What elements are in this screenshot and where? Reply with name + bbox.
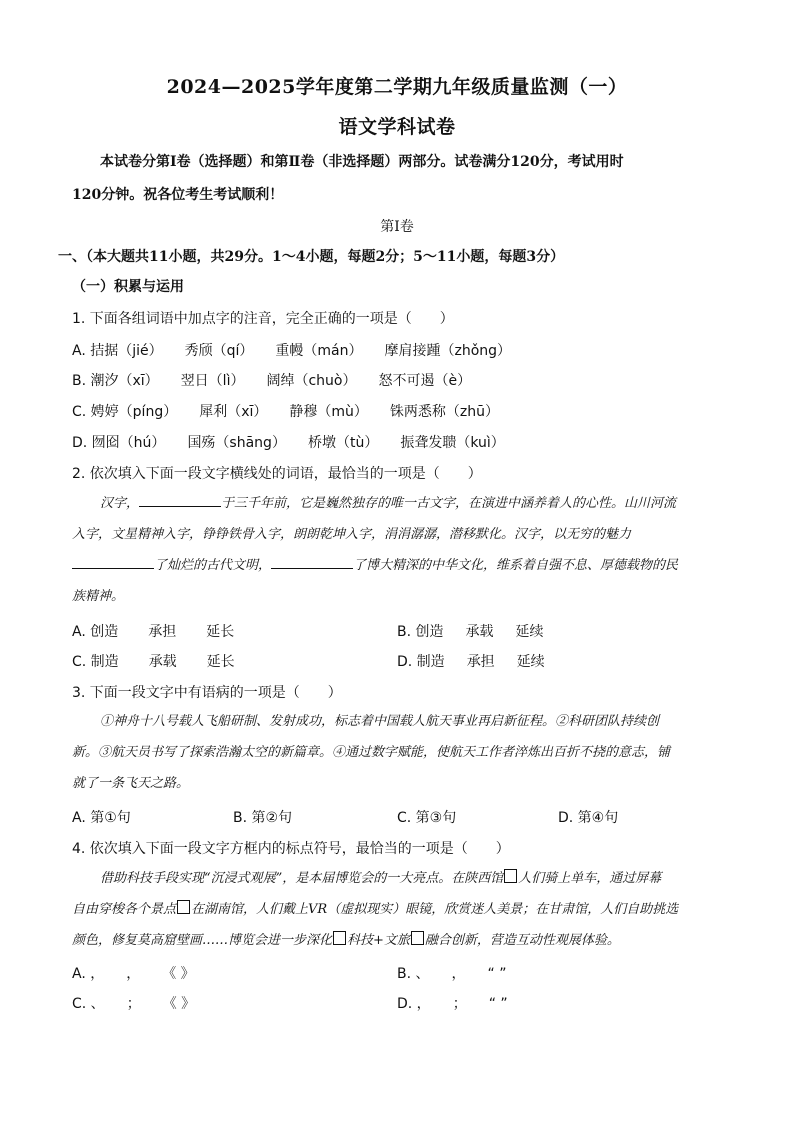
intro-line-2: 120分钟。祝各位考生考试顺利！ bbox=[72, 187, 284, 203]
q4-box-2 bbox=[177, 900, 190, 914]
section-heading: 一、（本大题共11小题，共29分。1～4小题，每题2分；5～11小题，每题3分） bbox=[58, 249, 565, 265]
q3-option-a: A. 第①句 bbox=[72, 810, 131, 826]
q1-option-b: B. 潮汐（xī） 翌日（lì） 阔绰（chuò） 怒不可遏（è） bbox=[72, 373, 472, 389]
q4-stem: 4. 依次填入下面一段文字方框内的标点符号，最恰当的一项是（ ） bbox=[72, 841, 510, 857]
q4-option-d: D. ， ； “ ” bbox=[397, 996, 508, 1012]
q4-option-b: B. 、 ， “ ” bbox=[397, 966, 507, 982]
q4-box-3 bbox=[333, 931, 346, 945]
q1-option-c: C. 娉婷（píng） 犀利（xī） 静穆（mù） 铢两悉称（zhū） bbox=[72, 404, 500, 420]
q3-option-d: D. 第④句 bbox=[558, 810, 619, 826]
q1-stem: 1. 下面各组词语中加点字的注音，完全正确的一项是（ ） bbox=[72, 311, 454, 327]
subsection-heading: （一）积累与运用 bbox=[72, 279, 184, 295]
intro-line-1: 本试卷分第Ⅰ卷（选择题）和第Ⅱ卷（非选择题）两部分。试卷满分120分，考试用时 bbox=[100, 154, 624, 170]
q4-option-a: A. ， ， 《 》 bbox=[72, 966, 195, 982]
q2-blank-1 bbox=[139, 491, 221, 507]
q4-box-4 bbox=[411, 931, 424, 945]
q1-option-d: D. 囫囵（hú） 国殇（shāng） 桥墩（tù） 振聋发聩（kuì） bbox=[72, 435, 505, 451]
exam-title: 2024—2025学年度第二学期九年级质量监测（一） bbox=[166, 76, 628, 98]
q3-passage: ①神舟十八号载人飞船研制、发射成功，标志着中国载人航天事业再启新征程。②科研团队持续创 新。③航天员书写了探索浩瀚太空的新篇章。④通过数字赋能，使航天工作者淬炼出百折不挠的意志，铺 就了一条飞天之路。 bbox=[72, 714, 671, 791]
q1-option-a: A. 拮据（jié） 秀颀（qí） 重幔（mán） 摩肩接踵（zhǒng） bbox=[72, 343, 512, 359]
q2-blank-3 bbox=[271, 553, 353, 569]
volume-heading: 第Ⅰ卷 bbox=[380, 219, 414, 235]
q2-option-a: A. 创造 承担 延长 bbox=[72, 624, 235, 640]
exam-subtitle: 语文学科试卷 bbox=[338, 116, 456, 138]
q4-box-1 bbox=[504, 869, 517, 883]
q2-stem: 2. 依次填入下面一段文字横线处的词语，最恰当的一项是（ ） bbox=[72, 466, 482, 482]
q2-option-c: C. 制造 承载 延长 bbox=[72, 654, 235, 670]
q2-passage: 汉字， 于三千年前，它是巍然独存的唯一古文字，在演进中涵养着人的心性。山川河流 入字，文星精神入字，铮铮铁骨入字，朗朗乾坤入字，涓涓潺潺，潜移默化。汉字，以无穷的魅力 了灿烂的古代文明， 了博大精深的中华文化，维系着自强不息、厚德载物的民 族精神。 bbox=[72, 488, 722, 612]
q3-option-b: B. 第②句 bbox=[233, 810, 293, 826]
q3-stem: 3. 下面一段文字中有语病的一项是（ ） bbox=[72, 685, 342, 701]
q3-option-c: C. 第③句 bbox=[397, 810, 457, 826]
q2-blank-2 bbox=[72, 553, 154, 569]
q4-option-c: C. 、 ； 《 》 bbox=[72, 996, 196, 1012]
q2-option-b: B. 创造 承载 延续 bbox=[397, 624, 544, 640]
q4-passage: 借助科技手段实现“沉浸式观展”，是本届博览会的一大亮点。在陕西馆 人们骑上单车，通过屏幕 自由穿梭各个景点 在湖南馆，人们戴上VR（虚拟现实）眼镜，欣赏迷人美景；在甘肃馆，人们自助挑选 颜色，修复莫高窟壁画……博览会进一步深化 科技+文旅 融合创新，营造互动性观展体验。 bbox=[72, 871, 679, 948]
q2-option-d: D. 制造 承担 延续 bbox=[397, 654, 545, 670]
